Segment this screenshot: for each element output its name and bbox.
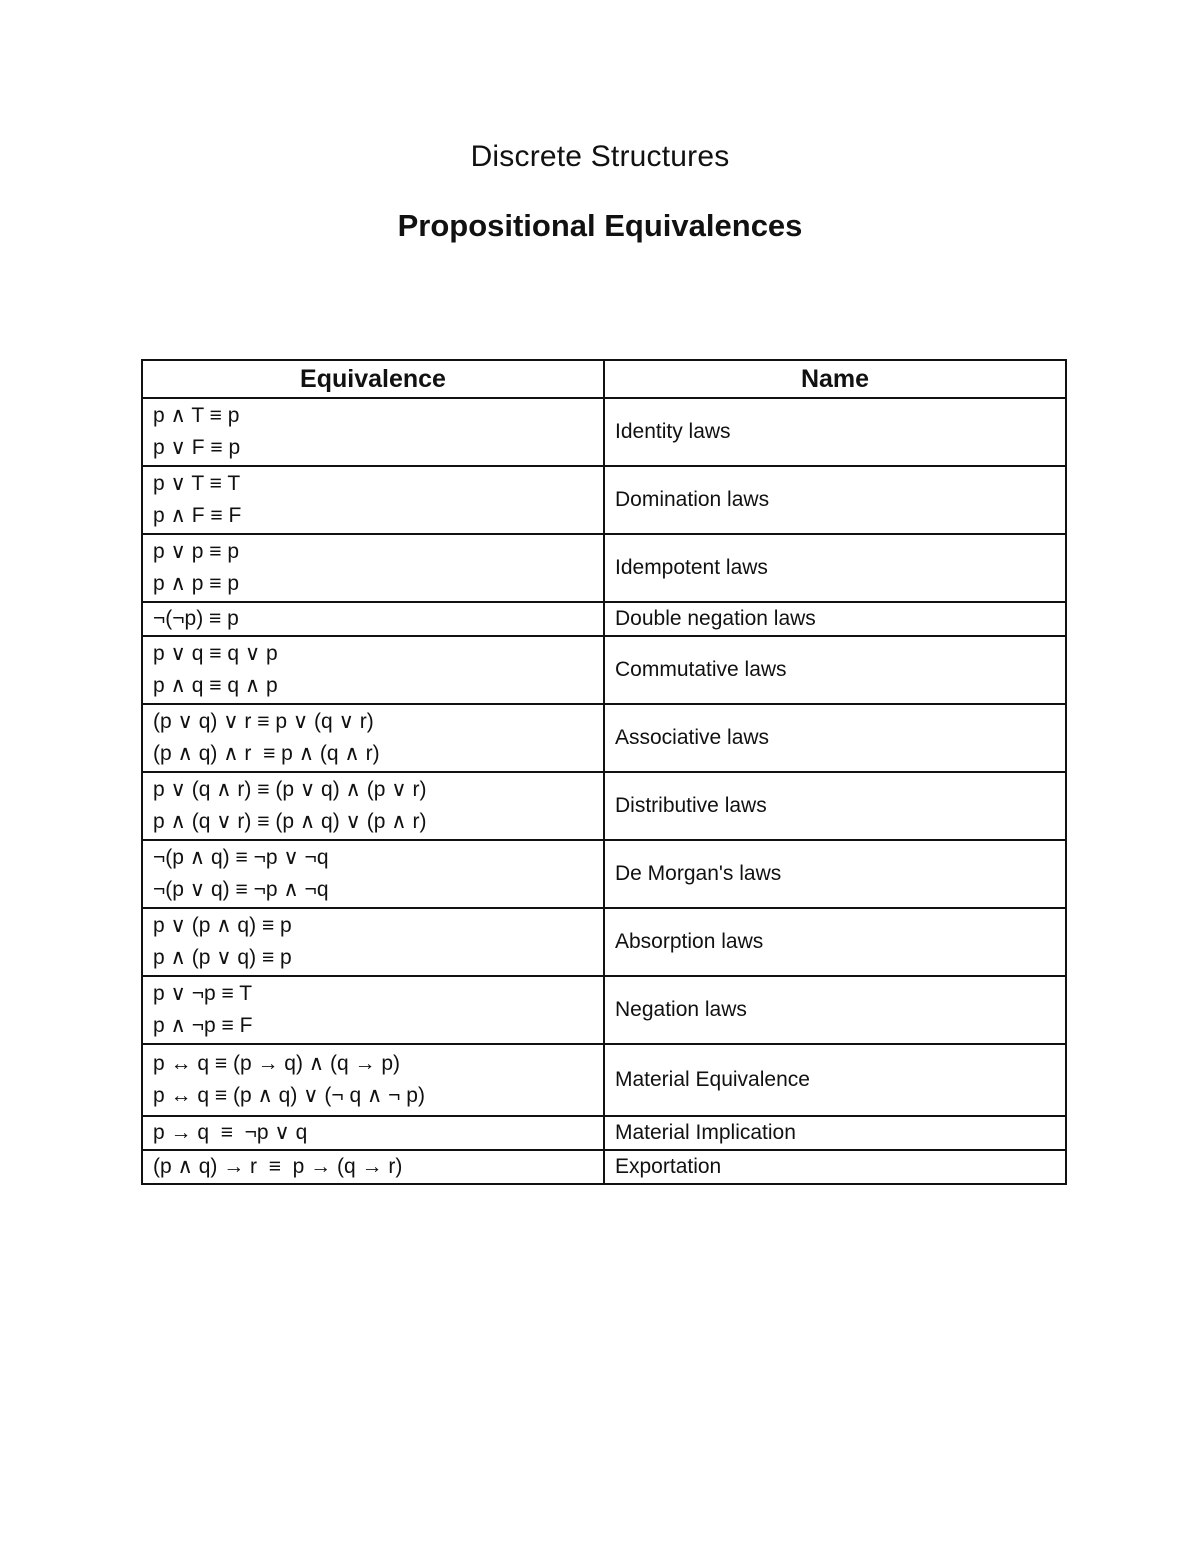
table-row [142, 1116, 1066, 1150]
equivalence-formula: p → q ≡ ¬p ∨ q [153, 1121, 308, 1144]
equivalence-cell [142, 840, 604, 908]
equivalence-formula: p ∨ F ≡ p [153, 436, 241, 459]
column-header-equivalence: Equivalence [142, 360, 604, 398]
table-row [142, 908, 1066, 976]
equivalence-cell [142, 466, 604, 534]
law-name: Exportation [604, 1150, 1066, 1184]
equivalence-formula: p ↔ q ≡ (p ∧ q) ∨ (¬ q ∧ ¬ p) [153, 1084, 425, 1107]
law-name: Distributive laws [604, 772, 1066, 840]
equivalence-formula: p ∧ p ≡ p [153, 572, 239, 595]
table-row [142, 704, 1066, 772]
table-row [142, 534, 1066, 602]
equivalence-cell [142, 976, 604, 1044]
law-name: Identity laws [604, 398, 1066, 466]
law-name: Absorption laws [604, 908, 1066, 976]
law-name: Double negation laws [604, 602, 1066, 636]
equivalence-formula: p ∧ (q ∨ r) ≡ (p ∧ q) ∨ (p ∧ r) [153, 810, 427, 833]
equivalence-cell [142, 398, 604, 466]
table-row [142, 398, 1066, 466]
equivalence-formula: p ∧ (p ∨ q) ≡ p [153, 946, 292, 969]
law-name: Domination laws [604, 466, 1066, 534]
equivalence-formula: p ∨ p ≡ p [153, 540, 239, 563]
equivalence-cell [142, 1116, 604, 1150]
equivalence-formula: (p ∨ q) ∨ r ≡ p ∨ (q ∨ r) [153, 710, 374, 733]
equivalence-cell [142, 704, 604, 772]
equivalence-formula: p ∨ T ≡ T [153, 472, 241, 495]
law-name: Negation laws [604, 976, 1066, 1044]
table-row [142, 636, 1066, 704]
equivalence-cell [142, 636, 604, 704]
column-header-name: Name [604, 360, 1066, 398]
course-title: Discrete Structures [470, 140, 730, 173]
table-row [142, 772, 1066, 840]
table-row [142, 1150, 1066, 1184]
equivalence-formula: p ∧ F ≡ F [153, 504, 242, 527]
equivalence-formula: p ↔ q ≡ (p → q) ∧ (q → p) [153, 1052, 401, 1075]
equivalence-formula: p ∨ q ≡ q ∨ p [153, 642, 278, 665]
page-title: Propositional Equivalences [397, 208, 803, 243]
table-row [142, 976, 1066, 1044]
law-name: De Morgan's laws [604, 840, 1066, 908]
equivalence-formula: p ∧ q ≡ q ∧ p [153, 674, 278, 697]
law-name: Idempotent laws [604, 534, 1066, 602]
table-row [142, 840, 1066, 908]
table-row [142, 602, 1066, 636]
equivalence-formula: ¬(p ∨ q) ≡ ¬p ∧ ¬q [153, 878, 329, 901]
law-name: Associative laws [604, 704, 1066, 772]
law-name: Commutative laws [604, 636, 1066, 704]
law-name: Material Implication [604, 1116, 1066, 1150]
equivalence-cell [142, 772, 604, 840]
equivalence-cell [142, 602, 604, 636]
equivalence-cell [142, 1044, 604, 1116]
equivalence-cell [142, 534, 604, 602]
equivalence-cell [142, 908, 604, 976]
equivalence-formula: (p ∧ q) ∧ r ≡ p ∧ (q ∧ r) [153, 742, 380, 765]
equivalence-formula: p ∨ (q ∧ r) ≡ (p ∨ q) ∧ (p ∨ r) [153, 778, 427, 801]
law-name: Material Equivalence [604, 1044, 1066, 1116]
table-row [142, 466, 1066, 534]
equivalence-formula: p ∧ ¬p ≡ F [153, 1014, 253, 1037]
equivalence-formula: p ∧ T ≡ p [153, 404, 240, 427]
equivalence-cell [142, 1150, 604, 1184]
equivalence-formula: ¬(¬p) ≡ p [153, 607, 239, 630]
equivalence-formula: p ∨ (p ∧ q) ≡ p [153, 914, 292, 937]
equivalence-formula: ¬(p ∧ q) ≡ ¬p ∨ ¬q [153, 846, 329, 869]
table-header-row [142, 360, 1066, 398]
equivalence-formula: (p ∧ q) → r ≡ p → (q → r) [153, 1155, 403, 1178]
equivalences-table [141, 359, 1067, 1185]
equivalence-formula: p ∨ ¬p ≡ T [153, 982, 253, 1005]
table-row [142, 1044, 1066, 1116]
